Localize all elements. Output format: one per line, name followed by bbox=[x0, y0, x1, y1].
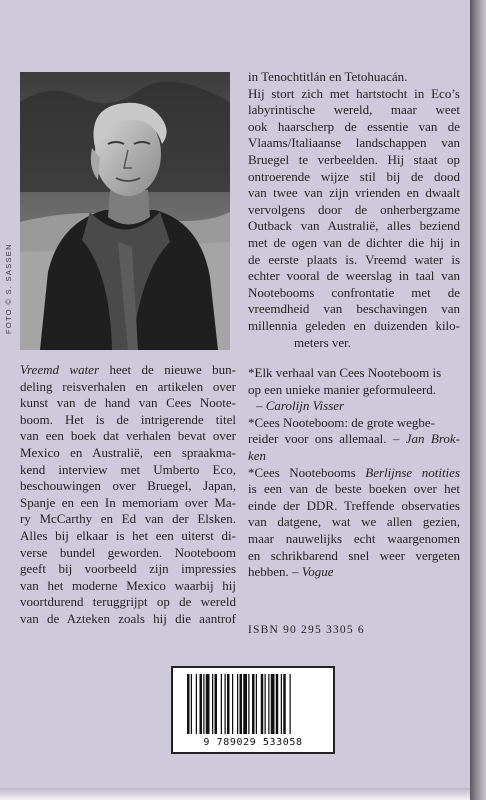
quote-line: *Elk verhaal van Cees Nooteboom is bbox=[248, 365, 442, 381]
barcode-bar bbox=[265, 674, 266, 734]
blurb-line: met de ogen van de dichter die hij in bbox=[248, 234, 460, 250]
barcode-bar bbox=[243, 674, 247, 734]
blurb-line: kend interview met Umberto Eco, bbox=[20, 461, 236, 477]
quote-source: – Vogue bbox=[292, 564, 334, 580]
blurb-line: labyrintische wereld, maar weet bbox=[248, 102, 460, 118]
blurb-line: deling reisverhalen en artikelen over bbox=[20, 378, 236, 394]
quote-line: *Cees Nooteboom: de grote wegbe- bbox=[248, 414, 436, 430]
barcode-bar bbox=[200, 674, 203, 734]
isbn-number: ISBN 90 295 3305 6 bbox=[248, 624, 365, 636]
quote-line: *Cees Nootebooms bbox=[248, 464, 366, 480]
blurb-left-column bbox=[20, 362, 236, 628]
blurb-line: boom. Het is de intrigerende titel bbox=[20, 411, 236, 427]
barcode-bar bbox=[187, 674, 190, 734]
quote-source-cont: ken bbox=[248, 448, 267, 464]
barcode-bar bbox=[283, 674, 286, 734]
blurb-line: ook haarscherp de essentie van de bbox=[248, 118, 460, 134]
blurb-line: in Tenochtitlán en Tetohuacán. bbox=[248, 69, 408, 84]
barcode-bar bbox=[237, 674, 238, 734]
blurb-line: vreemdheid van beschavingen van bbox=[248, 301, 460, 317]
barcode-bar bbox=[212, 674, 213, 734]
barcode-bar bbox=[240, 674, 243, 734]
blurb-line: van twee van zijn vrienden en dwaalt bbox=[248, 185, 460, 201]
barcode-bar bbox=[268, 674, 269, 734]
barcode-bar bbox=[225, 674, 226, 734]
barcode-bar bbox=[281, 674, 282, 734]
spine-edge bbox=[470, 0, 486, 800]
blurb-line: Nootebooms confrontatie met de bbox=[248, 284, 460, 300]
blurb-line: Hij stort zich met hartstocht in Eco’s bbox=[248, 85, 460, 101]
author-photo-image bbox=[20, 72, 230, 350]
blurb-line: van een boek dat verhalen bevat over bbox=[20, 428, 236, 444]
barcode-bar bbox=[261, 674, 264, 734]
quote-line: van datgene, wat we allen gezien, bbox=[248, 514, 460, 530]
quote-line: hebben. bbox=[248, 564, 289, 580]
blurb-line: ry McCarthy en Ed van der Elsken. bbox=[20, 511, 236, 527]
barcode-bar bbox=[227, 674, 230, 734]
blurb-line: van de Azteken zoals hij die aantrof bbox=[20, 610, 236, 626]
quote-source: – Carolijn Visser bbox=[256, 398, 345, 414]
blurb-line: Mexico en Australië, een spraakma- bbox=[20, 444, 236, 460]
blurb-line: kunst van de hand van Cees Noote- bbox=[20, 395, 236, 411]
barcode-bar bbox=[248, 674, 249, 734]
blurb-line: millennia geleden en duizenden kilo- bbox=[248, 317, 460, 333]
blurb-line: Bruegel te verbeelden. Hij staat op bbox=[248, 151, 460, 167]
blurb-right-column bbox=[248, 69, 460, 581]
blurb-line: de eerste plaats is. Vreemd water is bbox=[248, 251, 460, 267]
barcode-bar bbox=[196, 674, 197, 734]
barcode-bars bbox=[187, 674, 319, 734]
blurb-line: verse bundel geworden. Nooteboom bbox=[20, 544, 236, 560]
quote-line: maar nauwelijks echt waargenomen bbox=[248, 531, 460, 547]
blurb-line: Alles bij elkaar is het een uiterst di- bbox=[20, 527, 236, 543]
barcode-bar bbox=[206, 674, 210, 734]
quote-source: – Jan Brok- bbox=[392, 431, 461, 447]
blurb-line: van het moderne Mexico waarbij hij bbox=[20, 577, 236, 593]
quote-line: einde der DDR. Treffende observaties bbox=[248, 497, 460, 513]
blurb-line: beschouwingen over Bruegel, Japan, bbox=[20, 478, 236, 494]
review-quote-visser bbox=[248, 365, 460, 415]
barcode-bar bbox=[290, 674, 291, 734]
photo-credit: FOTO © S. SASSEN bbox=[4, 243, 13, 334]
blurb-line: voortdurend teruggrijpt op de wereld bbox=[20, 594, 236, 610]
blurb-line: ontroerende wijze stil bij de dood bbox=[248, 168, 460, 184]
author-photo bbox=[20, 72, 230, 350]
barcode-bar bbox=[252, 674, 255, 734]
review-quote-vogue bbox=[248, 465, 460, 581]
barcode-bar bbox=[271, 674, 275, 734]
barcode-bar bbox=[256, 674, 257, 734]
barcode-bar bbox=[215, 674, 218, 734]
quote-line: op een unieke manier geformuleerd. bbox=[248, 381, 437, 397]
blurb-line: Spanje en een In memoriam over Ma- bbox=[20, 494, 236, 510]
barcode-bar bbox=[221, 674, 222, 734]
barcode bbox=[171, 666, 335, 754]
blurb-line: Outback van Australië, alles beziend bbox=[248, 218, 460, 234]
barcode-bar bbox=[276, 674, 279, 734]
quote-line: reider voor ons allemaal. bbox=[248, 431, 387, 447]
page-edges bbox=[0, 788, 470, 800]
book-title-italic: Vreemd water bbox=[20, 362, 100, 377]
quote-line: is een van de beste boeken over het bbox=[248, 481, 460, 497]
barcode-bar bbox=[203, 674, 204, 734]
barcode-bar bbox=[191, 674, 192, 734]
blurb-line: geeft bij voorbeeld zijn impressies bbox=[20, 561, 236, 577]
blurb-line: echter vooral de weerslag in taal van bbox=[248, 268, 460, 284]
quote-book-title: Berlijnse notities bbox=[365, 464, 460, 480]
review-quote-brokken bbox=[248, 415, 460, 465]
barcode-bar bbox=[232, 674, 233, 734]
blurb-line: Vlaams/Italiaanse landschappen van bbox=[248, 135, 460, 151]
blurb-line: Vreemd water heet de nieuwe bun- bbox=[20, 362, 236, 377]
quote-line: en schrikbarend snel weer vergeten bbox=[248, 547, 460, 563]
blurb-line: meters ver. bbox=[294, 334, 352, 350]
barcode-digits: 9 789029 533058 bbox=[203, 737, 303, 748]
blurb-line: vervolgens door de onherbergzame bbox=[248, 201, 460, 217]
